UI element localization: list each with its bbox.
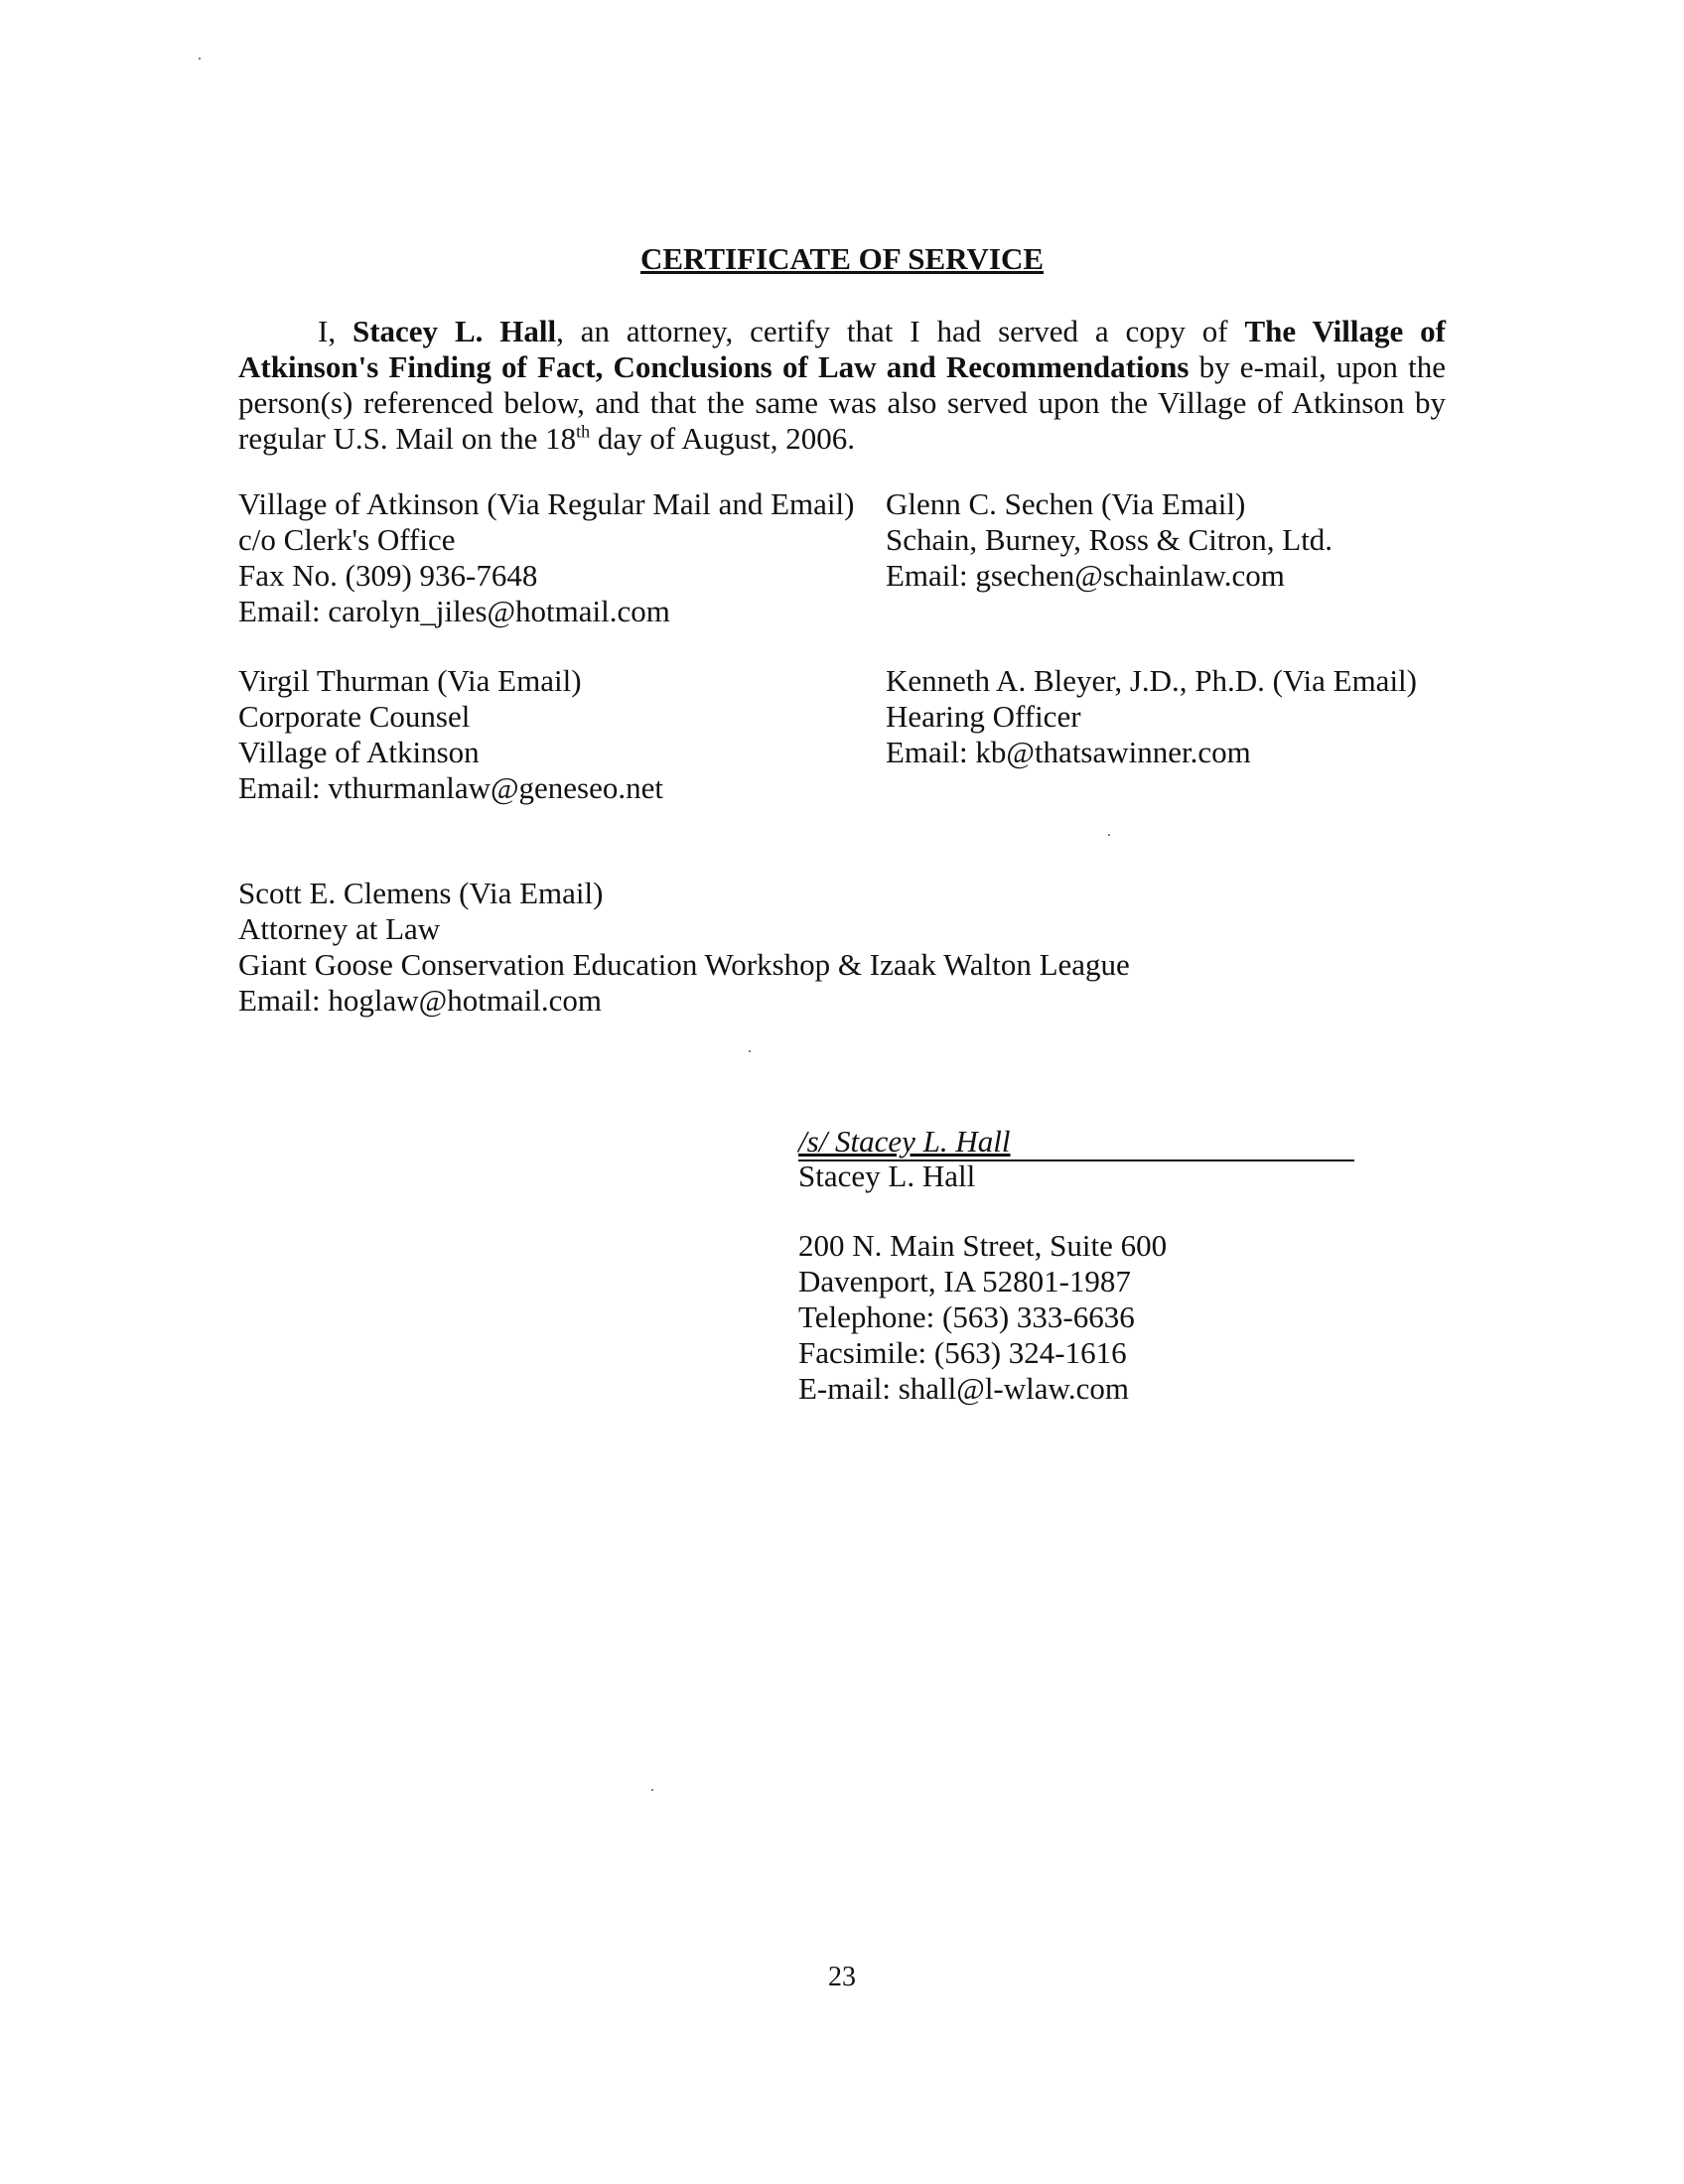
recipient-line: Village of Atkinson xyxy=(238,735,480,769)
scan-speck xyxy=(1108,834,1110,836)
certification-paragraph xyxy=(238,314,1446,457)
intro-text-3: by e-mail, upon the person(s) referenced below, and that the same was also served upon the Village of Atkinson by regular U.S. Mail on the 18 xyxy=(238,349,1446,456)
recipient-line: Schain, Burney, Ross & Citron, Ltd. xyxy=(886,522,1333,557)
intro-text-1: I, xyxy=(318,314,352,348)
scan-speck xyxy=(651,1789,653,1791)
recipient-glenn-sechen xyxy=(886,486,1333,594)
recipient-line: Giant Goose Conservation Education Workshop & Izaak Walton League xyxy=(238,947,1130,982)
electronic-signature: /s/ Stacey L. Hall xyxy=(798,1124,1354,1161)
recipient-line: Glenn C. Sechen (Via Email) xyxy=(886,486,1246,521)
recipient-line: Fax No. (309) 936-7648 xyxy=(238,558,538,593)
recipient-line: Virgil Thurman (Via Email) xyxy=(238,663,582,698)
recipient-line: Email: carolyn_jiles@hotmail.com xyxy=(238,594,670,628)
address-line: 200 N. Main Street, Suite 600 xyxy=(798,1228,1168,1263)
recipient-line: Village of Atkinson (Via Regular Mail and Email) xyxy=(238,486,855,521)
recipient-line: Email: gsechen@schainlaw.com xyxy=(886,558,1285,593)
recipient-line: c/o Clerk's Office xyxy=(238,522,456,557)
recipient-line: Email: hoglaw@hotmail.com xyxy=(238,983,603,1018)
facsimile-line: Facsimile: (563) 324-1616 xyxy=(798,1335,1127,1370)
recipient-line: Corporate Counsel xyxy=(238,699,471,734)
recipient-line: Attorney at Law xyxy=(238,911,441,946)
address-line: Davenport, IA 52801-1987 xyxy=(798,1264,1131,1298)
scan-speck xyxy=(199,58,201,60)
document-title: The Village of Atkinson's Finding of Fact, Conclusions of Law and Recommendations xyxy=(238,314,1446,384)
page-number: 23 xyxy=(828,1962,856,1992)
recipient-line: Hearing Officer xyxy=(886,699,1081,734)
recipient-virgil-thurman xyxy=(238,663,663,806)
recipient-line: Scott E. Clemens (Via Email) xyxy=(238,876,604,910)
ordinal-suffix: th xyxy=(576,421,591,442)
telephone-line: Telephone: (563) 333-6636 xyxy=(798,1299,1135,1334)
intro-text-2: , an attorney, certify that I had served a copy of xyxy=(556,314,1245,348)
recipient-line: Kenneth A. Bleyer, J.D., Ph.D. (Via Email) xyxy=(886,663,1417,698)
intro-text-4: day of August, 2006. xyxy=(590,421,856,456)
recipient-village-of-atkinson xyxy=(238,486,854,629)
scan-speck xyxy=(749,1050,751,1052)
recipient-kenneth-bleyer xyxy=(886,663,1417,770)
signatory-name-text: Stacey L. Hall xyxy=(798,1159,976,1193)
attorney-name: Stacey L. Hall xyxy=(351,314,557,348)
email-line: E-mail: shall@l-wlaw.com xyxy=(798,1371,1130,1406)
recipient-line: Email: vthurmanlaw@geneseo.net xyxy=(238,770,663,805)
signatory-name xyxy=(798,1159,975,1194)
recipient-scott-clemens xyxy=(238,876,1130,1019)
certificate-title: CERTIFICATE OF SERVICE xyxy=(639,241,1045,276)
recipient-line: Email: kb@thatsawinner.com xyxy=(886,735,1251,769)
signatory-contact-block xyxy=(798,1228,1167,1407)
